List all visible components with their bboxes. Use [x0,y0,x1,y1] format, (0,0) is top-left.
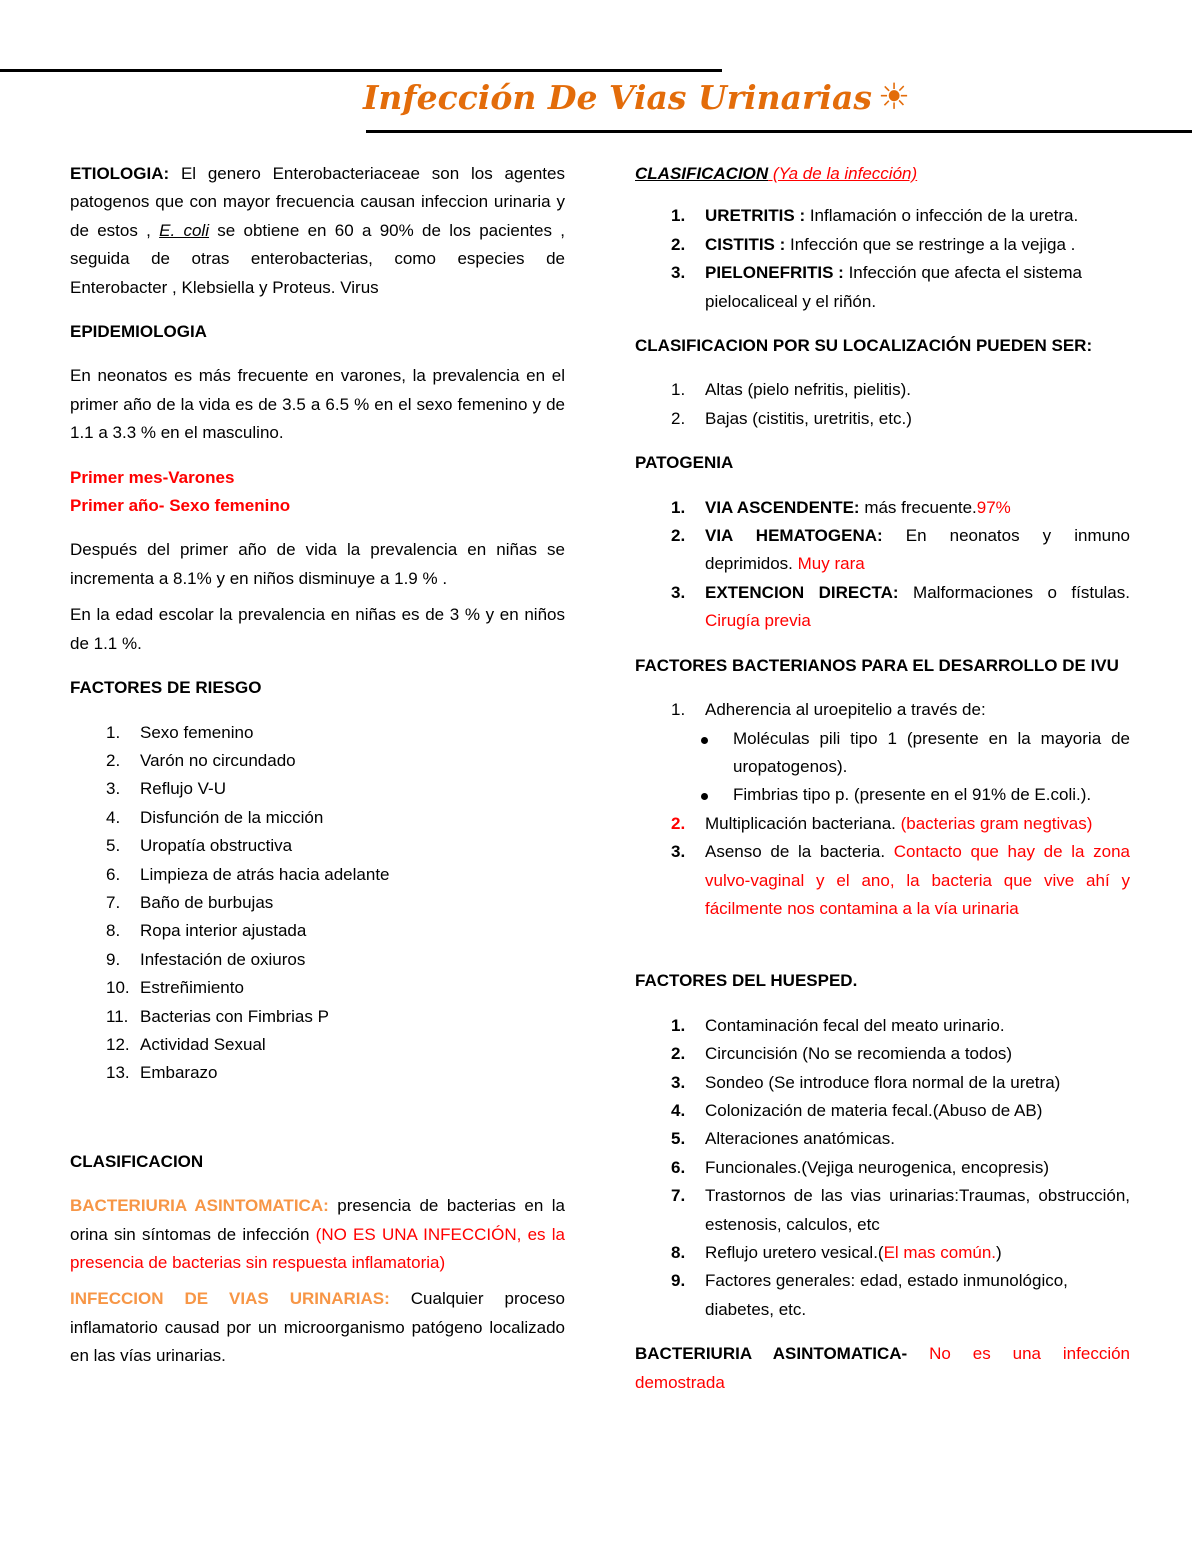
factores-bacterianos-list-cont [635,810,1130,924]
list-number: 13. [106,1063,130,1083]
list-item [635,259,1130,316]
epidemiologia-paragraph-2: Después del primer año de vida la prevalencia en niñas se incrementa a 8.1% y en niños disminuye a 1.9 % . [70,540,565,588]
epidemiologia-paragraph-3: En la edad escolar la prevalencia en niñas es de 3 % y en niños de 1.1 %. [70,605,565,653]
list-number: 7. [106,892,121,912]
list-text: Funcionales.(Vejiga neurogenica, encopresis) [705,1157,1049,1177]
list-number: 2. [671,1044,686,1064]
title-underline [366,130,1192,133]
bullet-item [635,725,1130,782]
ivu-definition: INFECCION DE VIAS URINARIAS: Cualquier proceso inflamatorio causad por un microorganismo patógeno localizado en las vías urinarias. [70,1289,565,1366]
list-item [70,1003,565,1031]
clasificacion-heading: CLASIFICACION [70,1151,204,1171]
list-text: Varón no circundado [140,750,296,770]
list-item [635,1040,1130,1068]
list-item [70,832,565,860]
list-number: 12. [106,1034,130,1054]
list-term: CISTITIS : [705,234,786,254]
list-item: 8. Reflujo uretero vesical.(El mas común.) [671,1243,1002,1262]
list-text: Ropa interior ajustada [140,921,307,941]
factores-bacterianos-heading: FACTORES BACTERIANOS PARA EL DESARROLLO DE IVU [635,655,1119,675]
list-number: 2. [671,526,686,546]
list-item [70,946,565,974]
top-rule [0,69,722,72]
list-text: Infestación de oxiuros [140,949,306,969]
list-number: 6. [106,864,121,884]
list-item [635,202,1130,230]
list-number: 8. [106,921,121,941]
list-item [635,494,1130,522]
list-item [635,1097,1130,1125]
list-text: Altas (pielo nefritis, pielitis). [705,380,911,400]
list-term: PIELONEFRITIS : [705,263,844,283]
patogenia-list [635,494,1130,636]
list-text: Infección que se restringe a la vejiga . [785,234,1076,254]
adherencia-bullets [635,725,1130,810]
list-item [635,1012,1130,1040]
list-text: Circuncisión (No se recomienda a todos) [705,1044,1013,1064]
list-number: 2. [106,750,121,770]
list-note: 97% [976,497,1011,517]
list-text: Estreñimiento [140,978,244,998]
list-item [635,1069,1130,1097]
list-number: 3. [671,263,686,283]
list-item [635,376,1130,404]
list-item: 1. Adherencia al uroepitelio a través de: [671,700,986,720]
list-text: Uropatía obstructiva [140,836,293,856]
list-term: EXTENCION DIRECTA: [705,582,899,602]
list-item [70,917,565,945]
list-number: 3. [106,779,121,799]
list-item [70,804,565,832]
list-text: Baño de burbujas [140,892,274,912]
list-number: 1. [671,497,686,517]
list-term: VIA HEMATOGENA: [705,526,883,546]
list-item [635,405,1130,433]
list-item: 9. Factores generales: edad, estado inmunológico, diabetes, etc. [671,1271,1068,1319]
list-item [70,1031,565,1059]
factores-bacterianos-list [635,696,1130,724]
etiologia-paragraph: ETIOLOGIA: El genero Enterobacteriaceae son los agentes patogenos que con mayor frecuencia causan infeccion urinaria y de estos , E. coli se obtiene en 60 a 90% de los pacientes , seguida de otras enterobacterias, como especies de Enterobacter , Klebsiella y Proteus. Virus [70,164,565,297]
list-number: 1. [106,722,121,742]
list-item: 2. Multiplicación bacteriana. (bacterias gram negtivas) [671,813,1093,833]
bullet-icon [701,737,708,744]
list-note: Cirugía previa [705,611,811,631]
list-number: 6. [671,1157,686,1177]
list-number: 1. [671,1015,686,1035]
list-text: Bajas (cistitis, uretritis, etc.) [705,408,912,428]
list-item [635,231,1130,259]
list-number: 1. [671,206,686,226]
list-text: Reflujo V-U [140,779,226,799]
list-item [70,861,565,889]
list-text: Disfunción de la micción [140,807,324,827]
list-number: 4. [671,1100,686,1120]
list-number: 9. [106,949,121,969]
list-number: 3. [671,582,686,602]
list-item [635,1154,1130,1182]
sun-icon: ☀ [877,76,911,118]
list-text: Sexo femenino [140,722,254,742]
list-item [635,1125,1130,1153]
list-note: Muy rara [797,554,865,574]
list-text: Inflamación o infección de la uretra. [805,206,1079,226]
right-column [635,160,1130,1397]
list-item [635,522,1130,579]
bacteriuria-definition: BACTERIURIA ASINTOMATICA: presencia de bacterias en la orina sin síntomas de infección (NO ES UNA INFECCIÓN, es la presencia de bacterias sin respuesta inflamatoria) [70,1196,566,1272]
list-text: más frecuente. [859,497,977,517]
list-text: Alteraciones anatómicas. [705,1129,895,1149]
clasificacion-infeccion-list [635,202,1130,316]
bacteriuria-note: BACTERIURIA ASINTOMATICA- No es una infección demostrada [635,1344,1131,1392]
factores-huesped-list-cont [635,1239,1130,1324]
localizacion-heading: CLASIFICACION POR SU LOCALIZACIÓN PUEDEN SER: [635,336,1093,356]
factores-riesgo-list [70,719,565,1088]
list-text: Bacterias con Fimbrias P [140,1006,329,1026]
list-number: 5. [106,836,121,856]
bullet-text: Fimbrias tipo p. (presente en el 91% de E.coli.). [733,785,1092,805]
list-number: 5. [671,1129,686,1149]
list-term: URETRITIS : [705,206,806,226]
list-text: Actividad Sexual [140,1034,266,1054]
list-number: 3. [671,1072,686,1092]
list-text: Sondeo (Se introduce flora normal de la uretra) [705,1072,1061,1092]
list-item [70,974,565,1002]
list-number: 7. [671,1186,686,1206]
list-text: Limpieza de atrás hacia adelante [140,864,390,884]
factores-huesped-list [635,1012,1130,1239]
list-text: Infección que afecta el sistema pielocaliceal y el riñón. [705,263,1082,311]
bullet-icon [701,793,708,800]
bullet-item [635,781,1130,809]
epidemiologia-note-2: Primer año- Sexo femenino [70,496,291,516]
clasificacion-infeccion-heading: CLASIFICACION (Ya de la infección) [635,164,918,183]
list-number: 2. [671,234,686,254]
bullet-text: Moléculas pili tipo 1 (presente en la mayoria de uropatogenos). [733,728,1130,776]
page-title: Infección De Vias Urinarias ☀ [363,76,911,118]
list-term: VIA ASCENDENTE: [705,497,860,517]
factores-huesped-heading: FACTORES DEL HUESPED. [635,971,858,991]
list-item [70,747,565,775]
list-text: Contaminación fecal del meato urinario. [705,1015,1005,1035]
list-item [70,775,565,803]
list-item [635,579,1130,636]
list-number: 11. [106,1006,129,1026]
list-number: 1. [671,380,686,400]
list-item [70,889,565,917]
localizacion-list [635,376,1130,433]
list-text: Colonización de materia fecal.(Abuso de AB) [705,1100,1043,1120]
list-text: Trastornos de las vias urinarias:Traumas, obstrucción, estenosis, calculos, etc [705,1186,1130,1234]
list-item [70,1059,565,1087]
list-item [635,1182,1130,1239]
list-text: En neonatos y inmuno deprimidos. [705,526,1130,574]
list-number: 10. [106,978,130,998]
epidemiologia-heading: EPIDEMIOLOGIA [70,322,207,342]
list-number: 4. [106,807,121,827]
epidemiologia-note-1: Primer mes-Varones [70,467,235,487]
left-column [70,160,565,1371]
patogenia-heading: PATOGENIA [635,453,734,473]
list-number: 2. [671,408,686,428]
list-item [70,719,565,747]
factores-riesgo-heading: FACTORES DE RIESGO [70,678,262,698]
epidemiologia-paragraph: En neonatos es más frecuente en varones, la prevalencia en el primer año de la vida es de 3.5 a 6.5 % en el sexo femenino y de 1.1 a 3.3 % en el masculino. [70,366,565,443]
list-text: Embarazo [140,1063,218,1083]
list-item: 3. Asenso de la bacteria. Contacto que hay de la zona vulvo-vaginal y el ano, la bacteria que vive ahí y fácilmente nos contamina a la vía urinaria [671,842,1130,918]
list-text: Malformaciones o fístulas. [898,582,1130,602]
